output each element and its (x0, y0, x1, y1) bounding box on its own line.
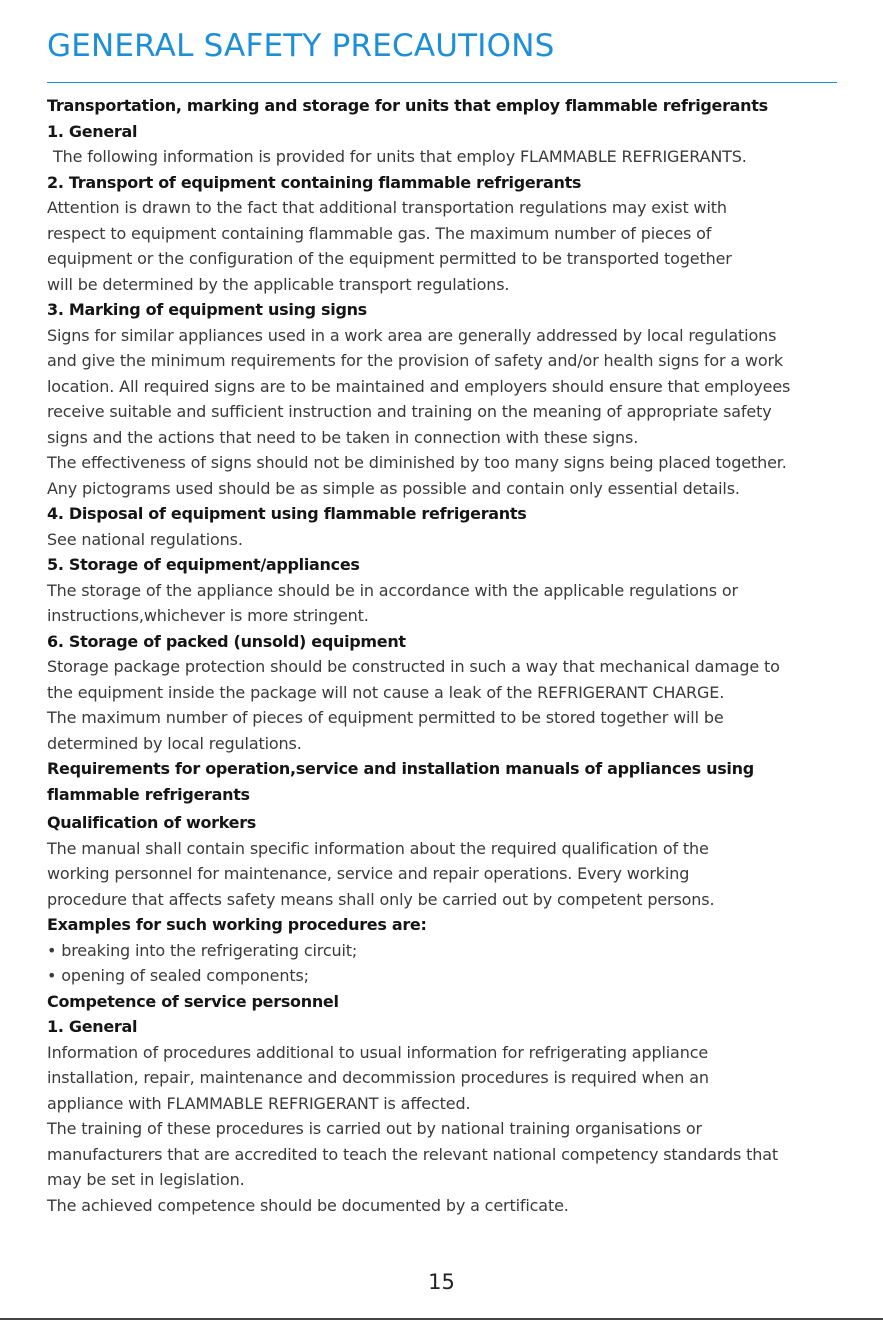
page-title: GENERAL SAFETY PRECAUTIONS (47, 28, 555, 64)
paragraph-line: equipment or the configuration of the equipment permitted to be transported together (47, 249, 732, 268)
paragraph-line: respect to equipment containing flammable gas. The maximum number of pieces of (47, 223, 712, 243)
paragraph-line: Information of procedures additional to usual information for refrigerating appliance (47, 1042, 709, 1062)
paragraph-line: Any pictograms used should be as simple as possible and contain only essential details. (47, 478, 740, 498)
subsection-heading: 1. General (47, 1017, 138, 1036)
section-heading: Competence of service personnel (47, 991, 339, 1011)
document-body (47, 93, 847, 1218)
page-number: 15 (428, 1270, 455, 1294)
paragraph-line: may be set in legislation. (47, 1170, 245, 1189)
paragraph-line: The training of these procedures is carried out by national training organisations or (47, 1119, 702, 1138)
paragraph-line: and give the minimum requirements for the provision of safety and/or health signs for a work (47, 351, 784, 370)
section-heading: Transportation, marking and storage for units that employ flammable refrigerants (47, 96, 768, 115)
subsection-heading: Examples for such working procedures are: (47, 915, 427, 934)
paragraph-line: The following information is provided for units that employ FLAMMABLE REFRIGERANTS. (53, 147, 747, 166)
list-item: • breaking into the refrigerating circuit; (47, 940, 358, 960)
bottom-divider (0, 1318, 883, 1320)
subsection-heading: 4. Disposal of equipment using flammable refrigerants (47, 504, 527, 523)
paragraph-line: determined by local regulations. (47, 733, 302, 753)
list-item: • opening of sealed components; (47, 966, 309, 985)
paragraph-line: Attention is drawn to the fact that additional transportation regulations may exist with (47, 198, 727, 217)
section-heading: flammable refrigerants (47, 784, 250, 804)
section-heading: Requirements for operation,service and installation manuals of appliances using (47, 759, 754, 778)
paragraph-line: instructions,whichever is more stringent. (47, 606, 369, 625)
subsection-heading: 3. Marking of equipment using signs (47, 300, 367, 319)
paragraph-line: Storage package protection should be constructed in such a way that mechanical damage to (47, 657, 780, 676)
paragraph-line: procedure that affects safety means shall only be carried out by competent persons. (47, 889, 715, 909)
paragraph-line: receive suitable and sufficient instruction and training on the meaning of appropriate safety (47, 402, 772, 421)
subsection-heading: 1. General (47, 121, 138, 141)
paragraph-line: location. All required signs are to be maintained and employers should ensure that employees (47, 376, 791, 396)
paragraph-line: signs and the actions that need to be taken in connection with these signs. (47, 427, 639, 447)
title-divider (47, 82, 837, 83)
paragraph-line: installation, repair, maintenance and decommission procedures is required when an (47, 1068, 709, 1087)
paragraph-line: The effectiveness of signs should not be diminished by too many signs being placed together. (47, 453, 787, 472)
paragraph-line: Signs for similar appliances used in a work area are generally addressed by local regulations (47, 325, 777, 345)
paragraph-line: See national regulations. (47, 529, 243, 549)
paragraph-line: The manual shall contain specific information about the required qualification of the (47, 838, 709, 858)
subsection-heading: 2. Transport of equipment containing flammable refrigerants (47, 172, 582, 192)
paragraph-line: The storage of the appliance should be in accordance with the applicable regulations or (47, 580, 738, 600)
subsection-heading: 6. Storage of packed (unsold) equipment (47, 631, 406, 651)
paragraph-line: the equipment inside the package will not cause a leak of the REFRIGERANT CHARGE. (47, 682, 725, 702)
paragraph-line: working personnel for maintenance, service and repair operations. Every working (47, 864, 690, 883)
paragraph-line: The achieved competence should be documented by a certificate. (47, 1195, 569, 1215)
paragraph-line: The maximum number of pieces of equipment permitted to be stored together will be (47, 708, 724, 727)
paragraph-line: will be determined by the applicable transport regulations. (47, 274, 510, 294)
paragraph-line: appliance with FLAMMABLE REFRIGERANT is affected. (47, 1093, 471, 1113)
paragraph-line: manufacturers that are accredited to teach the relevant national competency standards that (47, 1144, 779, 1164)
subsection-heading: 5. Storage of equipment/appliances (47, 555, 360, 574)
subsection-heading: Qualification of workers (47, 813, 257, 832)
